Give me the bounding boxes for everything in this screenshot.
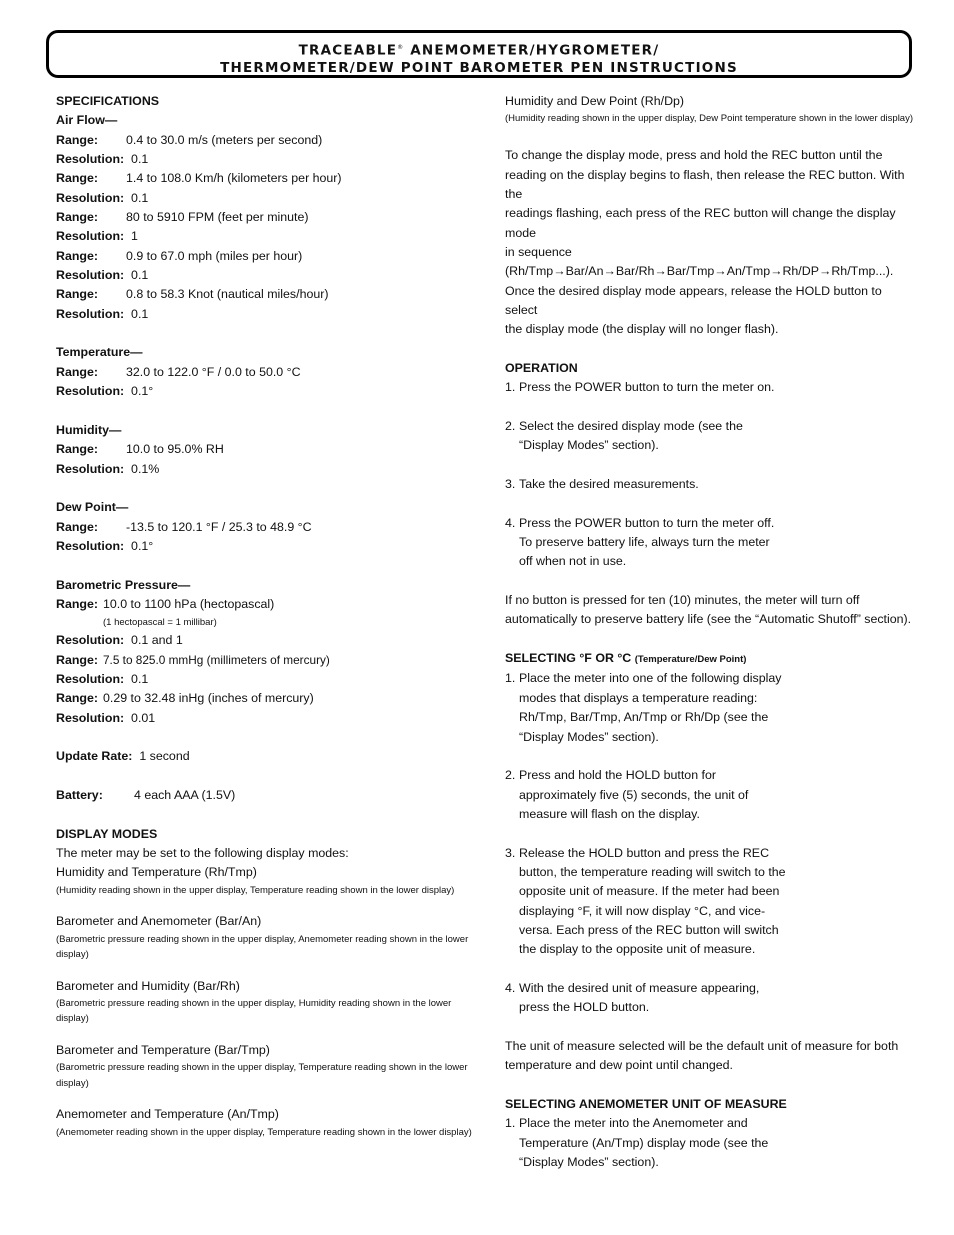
range-label: Range: [56,248,98,263]
operation-steps [505,378,915,571]
resolution-label: Resolution: [56,152,125,167]
change-mode-line: To change the display mode, press and hold the REC button until the [505,148,883,163]
range-value: 0.8 to 58.3 Knot (nautical miles/hour) [126,287,329,302]
airflow-range-row [56,208,476,227]
operation-step [505,378,915,397]
select-f-c-step [505,844,915,960]
step-text [519,844,915,960]
change-mode-line: in sequence [505,244,572,259]
dewpoint-range: Range: -13.5 to 120.1 °F / 25.3 to 48.9 °C [56,519,312,534]
step-line: Place the meter into the Anemometer and [519,1116,748,1131]
range-label: Range: [56,287,98,302]
display-mode-name: Barometer and Anemometer (Bar/An) [56,914,262,929]
title-box [46,30,912,78]
display-mode-name: Humidity and Temperature (Rh/Tmp) [56,865,257,880]
step-text [519,475,915,494]
step-text [519,378,915,397]
airflow-range-row [56,285,476,304]
resolution-value: 0.1 [131,190,149,205]
right-column [505,92,915,1172]
step-line: the display to the opposite unit of measure. [519,942,756,957]
step-line: “Display Modes” section). [519,1155,659,1170]
dewpoint-heading: Dew Point— [56,500,129,515]
step-number: 1. [505,380,516,395]
step-number: 4. [505,515,516,530]
airflow-resolution-row [56,189,476,208]
display-modes-heading: DISPLAY MODES [56,826,158,841]
airflow-range-row [56,247,476,266]
change-mode-line: Once the desired display mode appears, release the HOLD button to select [505,283,882,317]
resolution-value: 0.1 [131,268,149,283]
step-line: off when not in use. [519,554,627,569]
resolution-label: Resolution: [56,190,125,205]
step-number: 1. [505,671,516,686]
range-value: 1.4 to 108.0 Km/h (kilometers per hour) [126,171,342,186]
temperature-resolution: Resolution: 0.1° [56,384,154,399]
display-mode-name: Anemometer and Temperature (An/Tmp) [56,1107,279,1122]
barometric-range-1-note: (1 hectopascal = 1 millibar) [103,617,217,629]
airflow-rows [56,131,476,324]
auto-shutoff-line: If no button is pressed for ten (10) minutes, the meter will turn off [505,593,860,608]
step-line: “Display Modes” section). [519,729,659,744]
step-number: 1. [505,1116,516,1131]
resolution-value: 0.1 [131,306,149,321]
barometric-resolution-1: Resolution: 0.1 and 1 [56,633,183,648]
airflow-resolution-row [56,266,476,285]
step-line: To preserve battery life, always turn the meter [519,535,770,550]
step-line: Press and hold the HOLD button for [519,768,716,783]
range-label: Range: [56,132,98,147]
barometric-range-2: Range: 7.5 to 825.0 mmHg (millimeters of mercury) [56,652,330,667]
display-mode-note: (Anemometer reading shown in the upper display, Temperature reading shown in the lower display) [56,1126,472,1138]
select-anemometer-heading: SELECTING ANEMOMETER UNIT OF MEASURE [505,1097,787,1112]
display-mode-note: (Barometric pressure reading shown in the upper display, Temperature reading shown in the lower display) [56,1062,468,1089]
range-value: 80 to 5910 FPM (feet per minute) [126,210,309,225]
display-mode-note: (Barometric pressure reading shown in the upper display, Humidity reading shown in the lower display) [56,997,452,1025]
change-mode-line: readings flashing, each press of the REC button will change the display mode [505,206,896,240]
mode-rh-dp-name: Humidity and Dew Point (Rh/Dp) [505,94,685,108]
step-line: With the desired unit of measure appearing, [519,980,760,995]
step-line: Take the desired measurements. [519,477,699,492]
step-number: 3. [505,845,516,860]
operation-step [505,475,915,494]
operation-step [505,417,915,456]
barometric-range-1: Range: 10.0 to 1100 hPa (hectopascal) [56,596,275,611]
step-line: “Display Modes” section). [519,438,659,453]
step-line: button, the temperature reading will switch to the [519,864,786,879]
resolution-label: Resolution: [56,268,125,283]
step-text [519,979,915,1018]
airflow-resolution-row [56,305,476,324]
barometric-resolution-2: Resolution: 0.1 [56,671,149,686]
display-mode-name: Barometer and Humidity (Bar/Rh) [56,978,240,993]
range-label: Range: [56,171,98,186]
select-f-c-steps [505,669,915,1017]
temperature-heading: Temperature— [56,345,143,360]
step-line: Press the POWER button to turn the meter on. [519,380,775,395]
range-label: Range: [56,210,98,225]
airflow-heading: Air Flow— [56,113,118,128]
step-text [519,1114,915,1172]
step-line: displaying °F, it will now display °C, and vice- [519,903,766,918]
step-line: versa. Each press of the REC button will switch [519,922,779,937]
dewpoint-resolution: Resolution: 0.1° [56,538,154,553]
select-f-c-step [505,669,915,746]
step-line: Rh/Tmp, Bar/Tmp, An/Tmp or Rh/Dp (see the [519,710,769,725]
operation-step [505,514,915,572]
battery: Battery: 4 each AAA (1.5V) [56,788,236,803]
select-f-c-heading-row: SELECTING °F OR °C (Temperature/Dew Point) [505,651,747,666]
step-line: modes that displays a temperature reading: [519,690,758,705]
operation-heading: OPERATION [505,360,578,375]
step-text [519,766,915,824]
auto-shutoff-paragraph [505,591,915,630]
change-mode-paragraph [505,146,915,339]
auto-shutoff-line: automatically to preserve battery life (see the “Automatic Shutoff” section). [505,612,912,627]
barometric-resolution-3: Resolution: 0.01 [56,710,156,725]
range-value: 0.4 to 30.0 m/s (meters per second) [126,132,323,147]
step-line: Temperature (An/Tmp) display mode (see the [519,1135,769,1150]
change-mode-line: (Rh/Tmp→Bar/An→Bar/Rh→Bar/Tmp→An/Tmp→Rh/DP→Rh/Tmp...). [505,264,894,279]
resolution-label: Resolution: [56,229,125,244]
update-rate: Update Rate: 1 second [56,749,190,764]
title-line-2: THERMOMETER/DEW POINT BAROMETER PEN INSTRUCTIONS [220,59,738,76]
step-line: Place the meter into one of the following display [519,671,782,686]
default-unit-paragraph [505,1037,915,1076]
airflow-resolution-row [56,150,476,169]
change-mode-line: reading on the display begins to flash, then release the REC button. With the [505,167,905,201]
change-mode-line: the display mode (the display will no longer flash). [505,322,779,337]
step-line: Release the HOLD button and press the REC [519,845,770,860]
humidity-range: Range: 10.0 to 95.0% RH [56,442,224,457]
humidity-resolution: Resolution: 0.1% [56,461,160,476]
display-modes-intro: The meter may be set to the following display modes: [56,846,349,861]
airflow-range-row [56,131,476,150]
step-line: opposite unit of measure. If the meter had been [519,884,780,899]
step-number: 2. [505,768,516,783]
step-text [519,514,915,572]
left-column [56,92,476,1140]
range-value: 0.9 to 67.0 mph (miles per hour) [126,248,303,263]
default-unit-line: The unit of measure selected will be the default unit of measure for both [505,1039,899,1053]
step-line: measure will flash on the display. [519,806,700,821]
display-modes-list [56,863,476,1140]
resolution-label: Resolution: [56,306,125,321]
barometric-range-3: Range: 0.29 to 32.48 inHg (inches of mercury) [56,691,314,706]
select-anemometer-step [505,1114,915,1172]
mode-rh-dp-note: (Humidity reading shown in the upper display, Dew Point temperature shown in the lower display) [505,113,913,125]
temperature-range: Range: 32.0 to 122.0 °F / 0.0 to 50.0 °C [56,364,301,379]
specifications-heading: SPECIFICATIONS [56,94,160,108]
step-line: approximately five (5) seconds, the unit of [519,787,749,802]
step-text [519,417,915,456]
select-anemometer-steps [505,1114,915,1172]
resolution-value: 1 [131,229,138,244]
select-f-c-step [505,766,915,824]
step-line: press the HOLD button. [519,1000,650,1015]
display-mode-note: (Barometric pressure reading shown in the upper display, Anemometer reading shown in the lower display) [56,933,469,961]
display-mode-name: Barometer and Temperature (Bar/Tmp) [56,1042,270,1057]
step-line: Press the POWER button to turn the meter off. [519,515,775,530]
airflow-range-row [56,169,476,188]
step-number: 4. [505,980,516,995]
airflow-resolution-row [56,227,476,246]
display-mode-note: (Humidity reading shown in the upper display, Temperature reading shown in the lower display) [56,884,455,896]
step-line: Select the desired display mode (see the [519,419,743,433]
step-number: 2. [505,419,516,433]
step-number: 3. [505,477,516,492]
resolution-value: 0.1 [131,152,149,167]
title-line-1: TRACEABLE® ANEMOMETER/HYGROMETER/ [298,42,660,59]
step-text [519,669,915,746]
select-f-c-step [505,979,915,1018]
default-unit-line: temperature and dew point until changed. [505,1058,734,1073]
registered-mark: ® [397,44,405,51]
humidity-heading: Humidity— [56,422,122,437]
barometric-heading: Barometric Pressure— [56,577,191,592]
